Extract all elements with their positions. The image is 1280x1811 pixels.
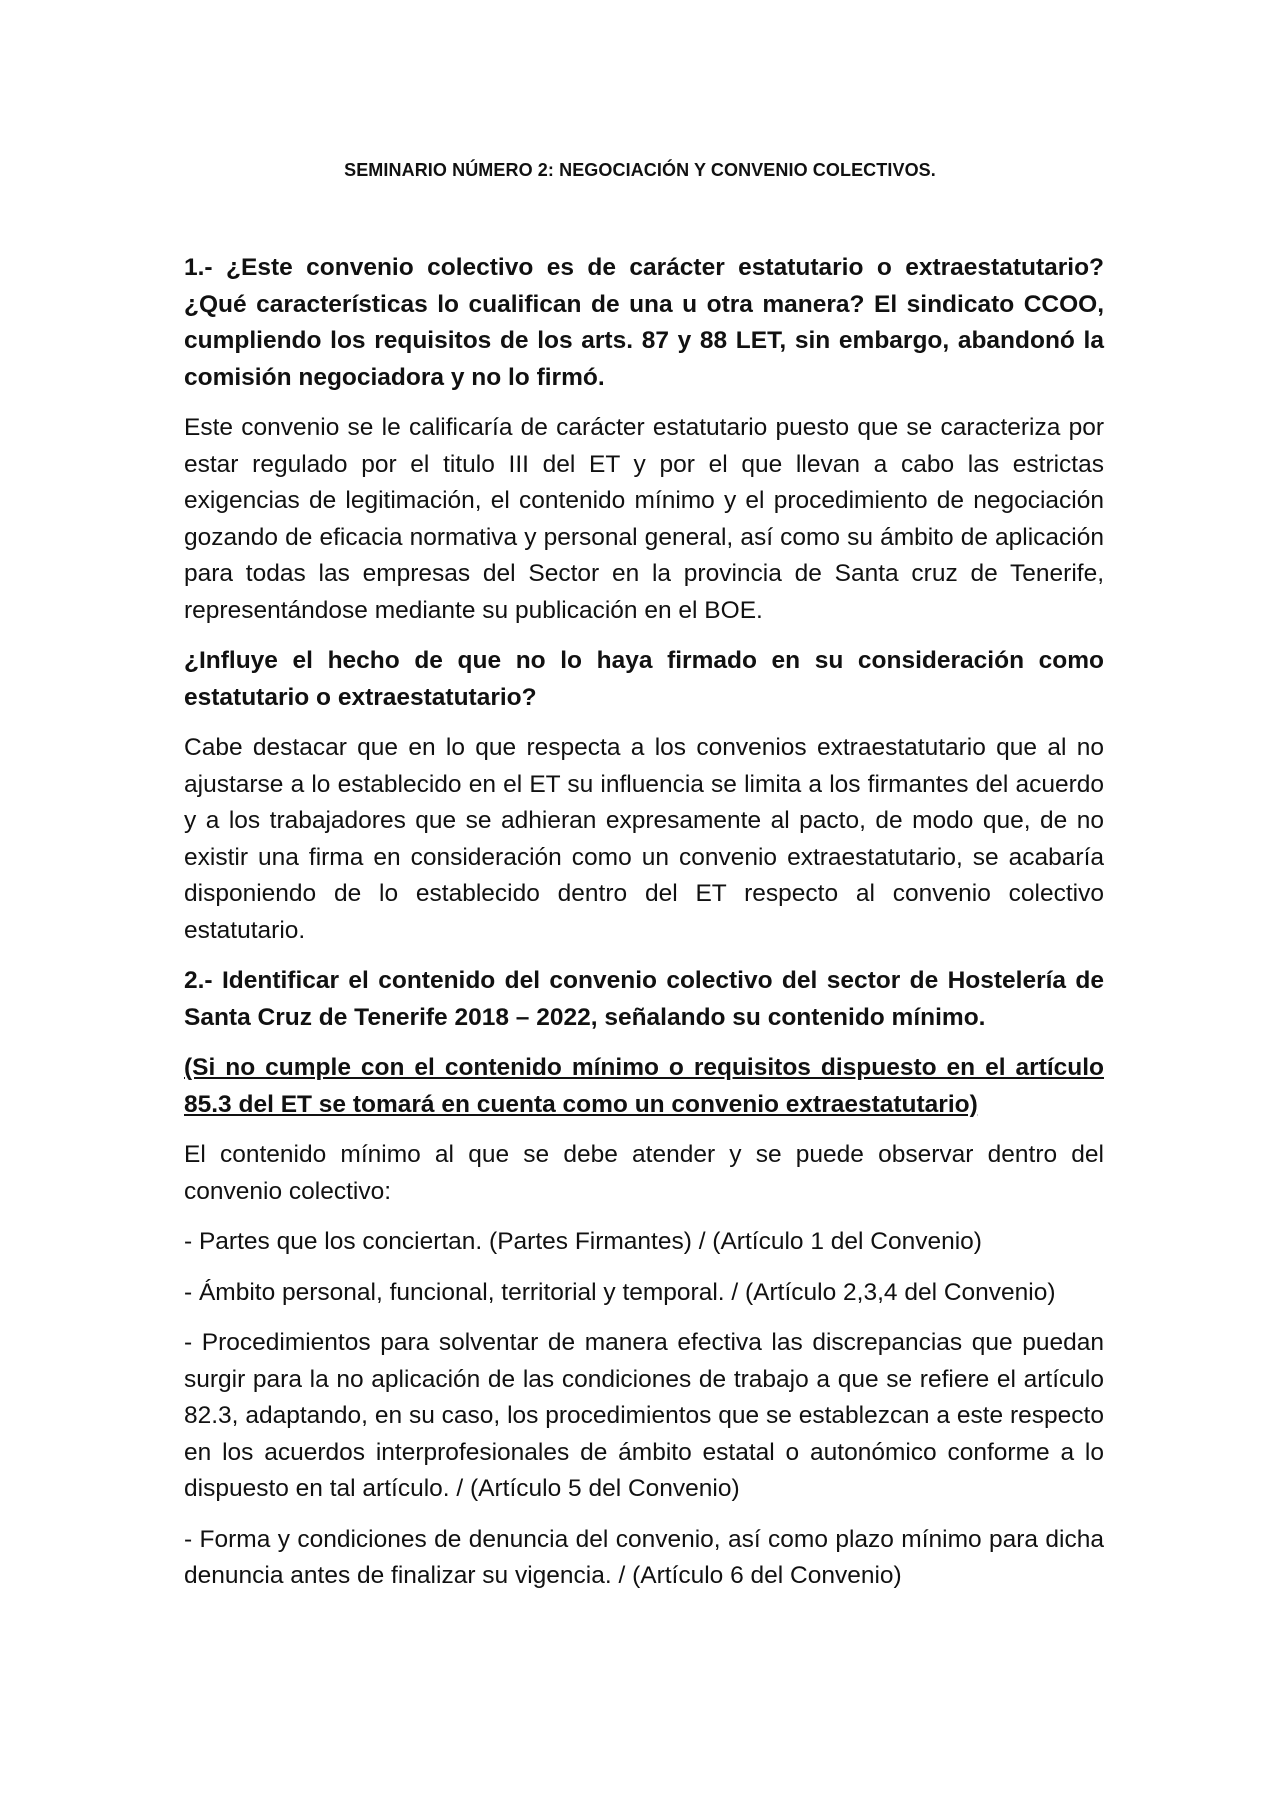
question-1: 1.- ¿Este convenio colectivo es de carácter estatutario o extraestatutario? ¿Qué características lo cualifican de una u otra manera? El sindicato CCOO, cumpliendo los requisitos de los arts. 87 y 88 LET, sin embargo, abandonó la comisión negociadora y no lo firmó. bbox=[184, 254, 1104, 391]
answer-1b: Cabe destacar que en lo que respecta a los convenios extraestatutario que al no ajustarse a lo establecido en el ET su influencia se limita a los firmantes del acuerdo y a los trabajadores que se adhieran expresamente al pacto, de modo que, de no existir una firma en consideración como un convenio extraestatutario, se acabaría disponiendo de lo establecido dentro del ET respecto al convenio colectivo estatutario. bbox=[184, 734, 1104, 944]
document-body bbox=[184, 250, 1104, 1609]
question-2: 2.- Identificar el contenido del convenio colectivo del sector de Hostelería de Santa Cruz de Tenerife 2018 – 2022, señalando su contenido mínimo. bbox=[184, 967, 1104, 1031]
intro-2: El contenido mínimo al que se debe atender y se puede observar dentro del convenio colectivo: bbox=[184, 1141, 1104, 1205]
list-item: - Ámbito personal, funcional, territorial y temporal. / (Artículo 2,3,4 del Convenio) bbox=[184, 1278, 1056, 1306]
list-item: - Procedimientos para solventar de manera efectiva las discrepancias que puedan surgir para la no aplicación de las condiciones de trabajo a que se refiere el artículo 82.3, adaptando, en su caso, los procedimientos que se establezcan a este respecto en los acuerdos interprofesionales de ámbito estatal o autonómico conforme a lo dispuesto en tal artículo. / (Artículo 5 del Convenio) bbox=[184, 1329, 1104, 1502]
document-title: SEMINARIO NÚMERO 2: NEGOCIACIÓN Y CONVENIO COLECTIVOS. bbox=[344, 160, 936, 180]
list-item: - Partes que los conciertan. (Partes Firmantes) / (Artículo 1 del Convenio) bbox=[184, 1228, 982, 1255]
list-item: - Forma y condiciones de denuncia del convenio, así como plazo mínimo para dicha denuncia antes de finalizar su vigencia. / (Artículo 6 del Convenio) bbox=[184, 1525, 1104, 1589]
note-2: (Si no cumple con el contenido mínimo o requisitos dispuesto en el artículo 85.3 del ET se tomará en cuenta como un convenio extraestatutario) bbox=[184, 1054, 1104, 1118]
answer-1: Este convenio se le calificaría de carácter estatutario puesto que se caracteriza por estar regulado por el titulo III del ET y por el que llevan a cabo las estrictas exigencias de legitimación, el contenido mínimo y el procedimiento de negociación gozando de eficacia normativa y personal general, así como su ámbito de aplicación para todas las empresas del Sector en la provincia de Santa cruz de Tenerife, representándose mediante su publicación en el BOE. bbox=[184, 414, 1104, 624]
question-1b: ¿Influye el hecho de que no lo haya firmado en su consideración como estatutario o extraestatutario? bbox=[184, 647, 1104, 711]
